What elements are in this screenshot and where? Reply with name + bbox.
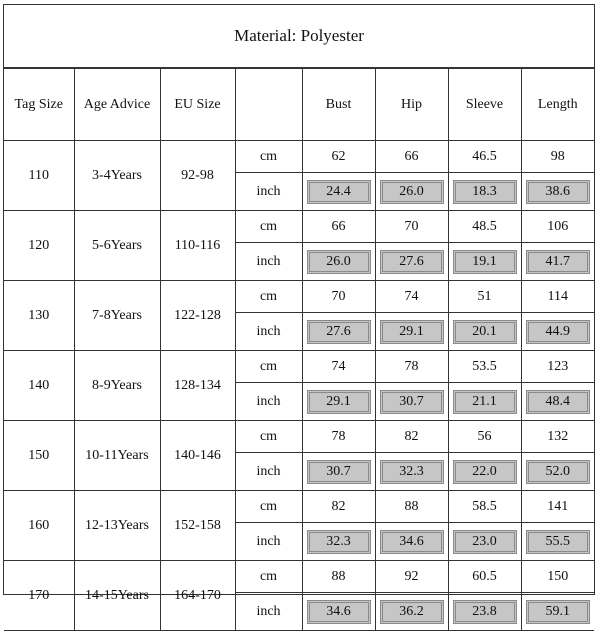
- hip-inch-cell: [375, 313, 448, 351]
- length-inch-value: 52.0: [526, 460, 591, 484]
- bust-inch-cell: [302, 453, 375, 491]
- hip-cm-cell: 74: [375, 281, 448, 313]
- hip-cm-cell: 66: [375, 141, 448, 173]
- header-bust: Bust: [302, 69, 375, 141]
- bust-inch-value: 24.4: [307, 180, 371, 204]
- bust-inch-value: 26.0: [307, 250, 371, 274]
- unit-cell: inch: [235, 383, 302, 421]
- age-advice-cell: 14-15Years: [74, 561, 160, 631]
- sleeve-inch-cell: [448, 243, 521, 281]
- table-row: [4, 281, 594, 313]
- bust-inch-cell: [302, 523, 375, 561]
- bust-inch-cell: [302, 243, 375, 281]
- eu-size-cell: 128-134: [160, 351, 235, 421]
- bust-inch-cell: [302, 173, 375, 211]
- unit-cell: inch: [235, 523, 302, 561]
- length-cm-cell: 106: [521, 211, 594, 243]
- unit-cell: inch: [235, 173, 302, 211]
- bust-cm-cell: 88: [302, 561, 375, 593]
- sleeve-cm-cell: 46.5: [448, 141, 521, 173]
- header-length: Length: [521, 69, 594, 141]
- length-inch-cell: [521, 523, 594, 561]
- age-advice-cell: 8-9Years: [74, 351, 160, 421]
- sleeve-inch-cell: [448, 383, 521, 421]
- table-row: [4, 561, 594, 593]
- header-tag-size: Tag Size: [4, 69, 74, 141]
- table-row: [4, 491, 594, 523]
- bust-cm-cell: 62: [302, 141, 375, 173]
- length-inch-cell: [521, 243, 594, 281]
- hip-inch-value: 34.6: [380, 530, 444, 554]
- length-cm-cell: 141: [521, 491, 594, 523]
- age-advice-cell: 5-6Years: [74, 211, 160, 281]
- tag-size-cell: 110: [4, 141, 74, 211]
- eu-size-cell: 140-146: [160, 421, 235, 491]
- length-cm-cell: 114: [521, 281, 594, 313]
- hip-inch-value: 30.7: [380, 390, 444, 414]
- header-age-advice: Age Advice: [74, 69, 160, 141]
- sleeve-cm-cell: 58.5: [448, 491, 521, 523]
- sleeve-inch-value: 18.3: [453, 180, 517, 204]
- sleeve-cm-cell: 51: [448, 281, 521, 313]
- eu-size-cell: 164-170: [160, 561, 235, 631]
- hip-inch-cell: [375, 243, 448, 281]
- sleeve-inch-value: 23.0: [453, 530, 517, 554]
- table-row: [4, 351, 594, 383]
- hip-inch-cell: [375, 383, 448, 421]
- tag-size-cell: 170: [4, 561, 74, 631]
- length-inch-cell: [521, 593, 594, 631]
- unit-cell: cm: [235, 561, 302, 593]
- sleeve-inch-value: 23.8: [453, 600, 517, 624]
- header-sleeve: Sleeve: [448, 69, 521, 141]
- table-row: [4, 421, 594, 453]
- hip-inch-value: 36.2: [380, 600, 444, 624]
- age-advice-cell: 10-11Years: [74, 421, 160, 491]
- table-row: [4, 141, 594, 173]
- tag-size-cell: 130: [4, 281, 74, 351]
- sleeve-cm-cell: 56: [448, 421, 521, 453]
- tag-size-cell: 120: [4, 211, 74, 281]
- unit-cell: inch: [235, 453, 302, 491]
- header-row: [4, 69, 594, 141]
- size-chart: [3, 4, 595, 619]
- bust-cm-cell: 78: [302, 421, 375, 453]
- hip-inch-cell: [375, 173, 448, 211]
- chart-title: Material: Polyester: [4, 5, 594, 68]
- hip-inch-value: 32.3: [380, 460, 444, 484]
- hip-cm-cell: 78: [375, 351, 448, 383]
- eu-size-cell: 110-116: [160, 211, 235, 281]
- bust-cm-cell: 82: [302, 491, 375, 523]
- age-advice-cell: 7-8Years: [74, 281, 160, 351]
- tag-size-cell: 150: [4, 421, 74, 491]
- hip-cm-cell: 88: [375, 491, 448, 523]
- length-inch-value: 41.7: [526, 250, 591, 274]
- bust-inch-cell: [302, 313, 375, 351]
- hip-inch-cell: [375, 523, 448, 561]
- sleeve-inch-cell: [448, 173, 521, 211]
- sleeve-inch-value: 22.0: [453, 460, 517, 484]
- eu-size-cell: 122-128: [160, 281, 235, 351]
- hip-inch-value: 27.6: [380, 250, 444, 274]
- unit-cell: cm: [235, 281, 302, 313]
- table-row: [4, 211, 594, 243]
- unit-cell: cm: [235, 491, 302, 523]
- hip-inch-value: 26.0: [380, 180, 444, 204]
- size-table: [4, 68, 594, 631]
- bust-inch-value: 34.6: [307, 600, 371, 624]
- length-inch-value: 38.6: [526, 180, 591, 204]
- unit-cell: cm: [235, 141, 302, 173]
- tag-size-cell: 160: [4, 491, 74, 561]
- age-advice-cell: 12-13Years: [74, 491, 160, 561]
- header-unit: [235, 69, 302, 141]
- hip-inch-cell: [375, 593, 448, 631]
- header-eu-size: EU Size: [160, 69, 235, 141]
- bust-cm-cell: 74: [302, 351, 375, 383]
- bust-inch-value: 32.3: [307, 530, 371, 554]
- bust-inch-value: 27.6: [307, 320, 371, 344]
- unit-cell: inch: [235, 593, 302, 631]
- unit-cell: cm: [235, 421, 302, 453]
- length-inch-value: 55.5: [526, 530, 591, 554]
- hip-cm-cell: 70: [375, 211, 448, 243]
- eu-size-cell: 92-98: [160, 141, 235, 211]
- unit-cell: inch: [235, 243, 302, 281]
- sleeve-inch-cell: [448, 523, 521, 561]
- length-cm-cell: 132: [521, 421, 594, 453]
- tag-size-cell: 140: [4, 351, 74, 421]
- bust-cm-cell: 70: [302, 281, 375, 313]
- length-inch-value: 44.9: [526, 320, 591, 344]
- sleeve-cm-cell: 48.5: [448, 211, 521, 243]
- length-inch-cell: [521, 173, 594, 211]
- length-inch-value: 48.4: [526, 390, 591, 414]
- hip-cm-cell: 92: [375, 561, 448, 593]
- length-inch-value: 59.1: [526, 600, 591, 624]
- sleeve-cm-cell: 60.5: [448, 561, 521, 593]
- length-inch-cell: [521, 313, 594, 351]
- sleeve-inch-cell: [448, 313, 521, 351]
- bust-inch-cell: [302, 593, 375, 631]
- unit-cell: cm: [235, 211, 302, 243]
- sleeve-inch-cell: [448, 593, 521, 631]
- hip-inch-cell: [375, 453, 448, 491]
- age-advice-cell: 3-4Years: [74, 141, 160, 211]
- unit-cell: cm: [235, 351, 302, 383]
- sleeve-inch-value: 19.1: [453, 250, 517, 274]
- unit-cell: inch: [235, 313, 302, 351]
- eu-size-cell: 152-158: [160, 491, 235, 561]
- sleeve-inch-value: 21.1: [453, 390, 517, 414]
- length-cm-cell: 123: [521, 351, 594, 383]
- bust-inch-cell: [302, 383, 375, 421]
- length-cm-cell: 98: [521, 141, 594, 173]
- bust-inch-value: 30.7: [307, 460, 371, 484]
- hip-inch-value: 29.1: [380, 320, 444, 344]
- bust-cm-cell: 66: [302, 211, 375, 243]
- length-cm-cell: 150: [521, 561, 594, 593]
- sleeve-cm-cell: 53.5: [448, 351, 521, 383]
- sleeve-inch-value: 20.1: [453, 320, 517, 344]
- bust-inch-value: 29.1: [307, 390, 371, 414]
- sleeve-inch-cell: [448, 453, 521, 491]
- length-inch-cell: [521, 383, 594, 421]
- header-hip: Hip: [375, 69, 448, 141]
- hip-cm-cell: 82: [375, 421, 448, 453]
- length-inch-cell: [521, 453, 594, 491]
